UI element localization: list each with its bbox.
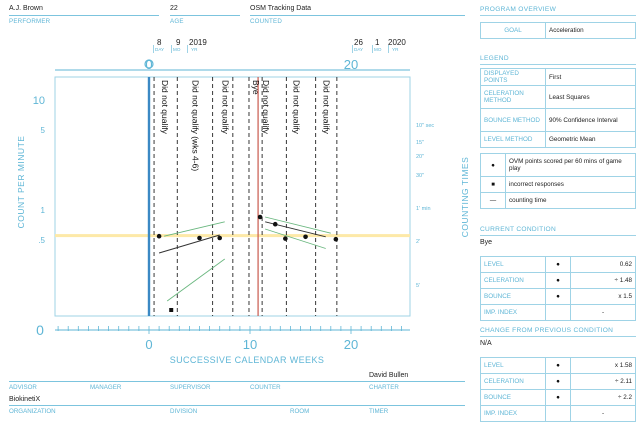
room-label: ROOM [290, 408, 310, 415]
advisor-label: ADVISOR [9, 384, 37, 391]
marker-legend-row: — counting time [481, 193, 636, 209]
charter-label: CHARTER [369, 384, 399, 391]
phase-label: Bye [251, 80, 261, 95]
dash-marker-icon: — [481, 193, 506, 209]
performer-label: PERFORMER [9, 18, 51, 25]
x-top-tick-label: 0 [145, 57, 153, 72]
bottom-underline-1 [9, 381, 465, 382]
counter-label: COUNTER [250, 384, 281, 391]
x-axis-title: SUCCESSIVE CALENDAR WEEKS [169, 355, 325, 365]
legend-title: LEGEND [480, 55, 509, 62]
start-month-label: MO [173, 47, 181, 52]
counting-time-label: 1' min [416, 206, 431, 212]
timer-label: TIMER [369, 408, 389, 415]
division-label: DIVISION [170, 408, 198, 415]
counted-label: COUNTED [250, 18, 282, 25]
goal-value: Acceleration [546, 23, 636, 39]
goal-label: GOAL [481, 23, 546, 39]
condition-row: BOUNCE ● ÷ 2.2 [481, 390, 636, 406]
right-axis-title: COUNTING TIMES [460, 156, 470, 238]
counting-time-label: 2' [416, 239, 421, 245]
condition-row: CELERATION ● ÷ 1.48 [481, 273, 636, 289]
legend-row: CELERATION METHOD Least Squares [481, 86, 636, 109]
phase-label: Did not qualify [321, 80, 332, 134]
end-month-label: MO [374, 47, 382, 52]
y-tick-label: 10 [32, 95, 45, 107]
current-condition-name: Bye [480, 239, 493, 246]
end-month: 1 [375, 38, 380, 47]
manager-label: MANAGER [90, 384, 122, 391]
supervisor-label: SUPERVISOR [170, 384, 211, 391]
condition-row: IMP. INDEX - [481, 406, 636, 422]
counting-time-label: 20" [416, 154, 425, 160]
marker-legend-row: ■ incorrect responses [481, 177, 636, 193]
start-day: 8 [157, 38, 162, 47]
phase-label: Did not qualify (wks 4-6) [190, 80, 201, 172]
bounce-lower-line [265, 229, 326, 249]
data-point [303, 235, 308, 240]
performer-value: A.J. Brown [9, 5, 43, 12]
condition-row: IMP. INDEX - [481, 305, 636, 321]
marker-legend-row: ● OVM points scored per 60 mins of game play [481, 154, 636, 177]
organization-value: BiokinetiX [9, 396, 41, 403]
legend-row: BOUNCE METHOD 90% Confidence Interval [481, 109, 636, 132]
end-year: 2020 [388, 38, 406, 47]
data-point [334, 237, 339, 242]
start-year-label: YR [191, 47, 198, 52]
y-tick-label: 1 [40, 206, 45, 215]
current-condition-title: CURRENT CONDITION [480, 226, 557, 233]
counted-value: OSM Tracking Data [250, 5, 312, 12]
change-condition-table [480, 357, 636, 422]
data-point [258, 215, 263, 220]
organization-label: ORGANIZATION [9, 408, 56, 415]
phase-label: Did not qualify [261, 80, 272, 134]
x-top-tick-label: 20 [343, 57, 359, 72]
data-point [197, 236, 202, 241]
current-condition-table [480, 256, 636, 321]
age-value: 22 [170, 5, 178, 12]
condition-row: CELERATION ● ÷ 2.11 [481, 374, 636, 390]
phase-label: Did not qualify [160, 80, 171, 134]
condition-row: LEVEL ● x 1.58 [481, 358, 636, 374]
age-label: AGE [170, 18, 184, 25]
square-marker-icon: ■ [481, 177, 506, 193]
phase-label: Did not qualify [220, 80, 231, 134]
bottom-underline-2 [9, 405, 465, 406]
bounce-lower-line [167, 259, 225, 301]
change-condition-title: CHANGE FROM PREVIOUS CONDITION [480, 327, 614, 334]
y-axis-title: COUNT PER MINUTE [16, 135, 26, 229]
x-tick-label: 10 [242, 337, 258, 352]
data-point [157, 234, 162, 239]
dot-marker-icon: ● [481, 154, 506, 177]
y-tick-label-zero: 0 [36, 322, 44, 338]
phase-label: Did not qualify [291, 80, 302, 134]
y-tick-label: 5 [40, 126, 45, 135]
condition-row: LEVEL ● 0.62 [481, 257, 636, 273]
end-day: 26 [354, 38, 363, 47]
incorrect-response-point [169, 308, 173, 312]
goal-table [480, 22, 636, 39]
x-tick-label: 20 [343, 337, 359, 352]
start-year: 2019 [189, 38, 207, 47]
legend-row: DISPLAYED POINTS First [481, 69, 636, 86]
change-condition-name: N/A [480, 340, 492, 347]
legend-row: LEVEL METHOD Geometric Mean [481, 132, 636, 148]
start-month: 9 [176, 38, 181, 47]
legend-table [480, 68, 636, 148]
marker-legend-table [480, 153, 636, 209]
counting-time-label: 5' [416, 283, 421, 289]
data-point [283, 236, 288, 241]
data-point [217, 236, 222, 241]
x-tick-label: 0 [145, 337, 153, 352]
celeration-line [159, 235, 220, 253]
counting-time-label: 30" [416, 173, 425, 179]
data-point [273, 222, 278, 227]
charter-value: David Bullen [369, 372, 409, 379]
program-overview-title: PROGRAM OVERVIEW [480, 6, 557, 13]
condition-row: BOUNCE ● x 1.5 [481, 289, 636, 305]
counting-time-label: 10" sec [416, 123, 435, 129]
bounce-upper-line [164, 222, 225, 236]
counting-time-label: 15" [416, 140, 425, 146]
end-year-label: YR [392, 47, 399, 52]
y-tick-label: .5 [38, 236, 45, 245]
start-day-label: DAY [155, 47, 165, 52]
end-day-label: DAY [354, 47, 364, 52]
